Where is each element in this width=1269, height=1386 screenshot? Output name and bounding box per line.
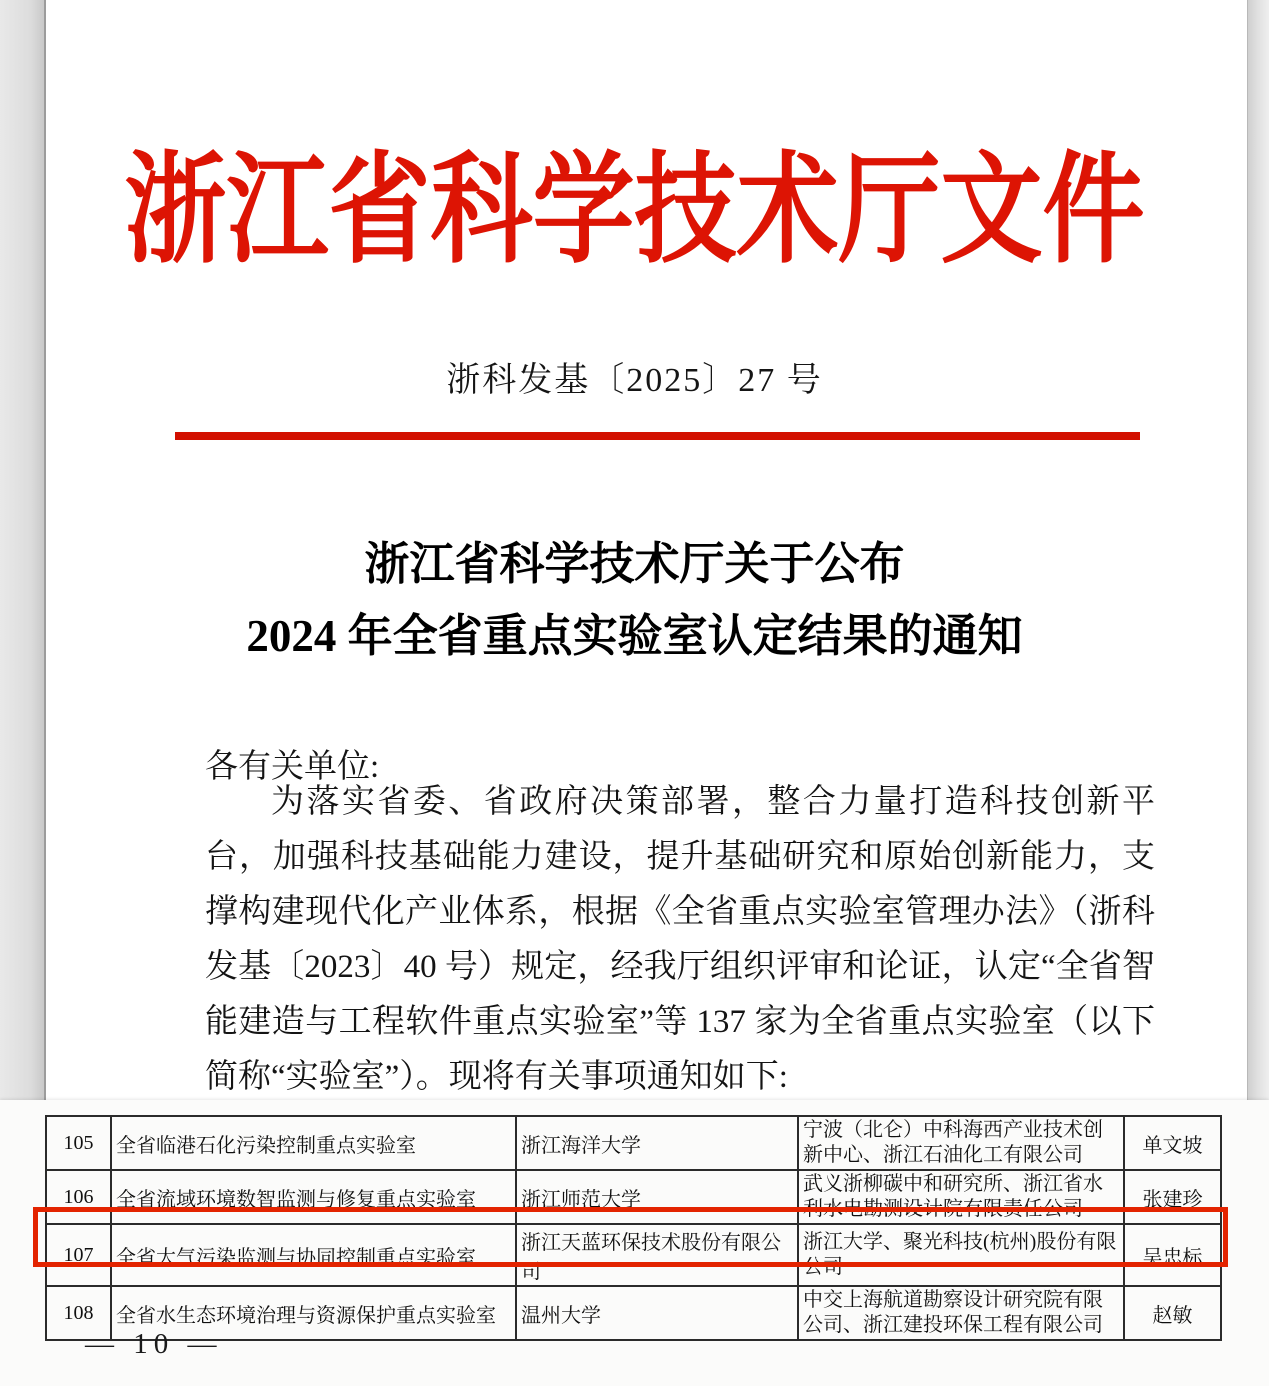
director-cell: 吴忠标 [1124,1224,1221,1286]
host-org-cell: 温州大学 [516,1286,798,1340]
director-cell: 张建珍 [1124,1170,1221,1224]
notice-body-paragraph: 为落实省委、省政府决策部署，整合力量打造科技创新平台，加强科技基础能力建设，提升基础研究和原始创新能力，支撑构建现代化产业体系，根据《全省重点实验室管理办法》（浙科发基〔2023〕40 号）规定，经我厅组织评审和论证，认定“全省智能建造与工程软件重点实验室”等 137 家为全省重点实验室（以下简称“实验室”）。现将有关事项通知如下: [205,784,1155,1095]
host-org-cell: 浙江师范大学 [516,1170,798,1224]
director-cell: 赵敏 [1124,1286,1221,1340]
lab-name-cell: 全省大气污染监测与协同控制重点实验室 [111,1224,516,1286]
row-number-cell: 107 [46,1224,111,1286]
lab-name-cell: 全省流域环境数智监测与修复重点实验室 [111,1170,516,1224]
page-number: — 10 — [85,1328,223,1360]
lab-name-cell: 全省水生态环境治理与资源保护重点实验室 [111,1286,516,1340]
row-number-cell: 106 [46,1170,111,1224]
row-107-highlight-box [33,1207,1228,1267]
host-org-cell: 浙江海洋大学 [516,1116,798,1170]
notice-title-line2: 2024 年全省重点实验室认定结果的通知 [246,611,1023,661]
notice-title [0,528,1269,672]
letterhead-title: 浙江省科学技术厅文件 [124,144,1145,277]
partners-cell: 浙江大学、聚光科技(杭州)股份有限公司 [798,1224,1124,1286]
partners-cell: 宁波（北仑）中科海西产业技术创新中心、浙江石油化工有限公司 [798,1116,1124,1170]
salutation: 各有关单位: [205,749,380,785]
partners-cell: 武义浙柳碳中和研究所、浙江省水利水电勘测设计院有限责任公司 [798,1170,1124,1224]
lab-name-cell: 全省临港石化污染控制重点实验室 [111,1116,516,1170]
notice-title-line1: 浙江省科学技术厅关于公布 [364,539,905,589]
letterhead-red-rule [175,432,1140,440]
host-org-cell: 浙江天蓝环保技术股份有限公司 [516,1224,798,1286]
results-table-section [0,1100,1269,1386]
table-row [46,1116,1221,1170]
row-number-cell: 108 [46,1286,111,1340]
partners-cell: 中交上海航道勘察设计研究院有限公司、浙江建投环保工程有限公司 [798,1286,1124,1340]
document-number: 浙科发基〔2025〕27 号 [446,362,823,399]
director-cell: 单文坡 [1124,1116,1221,1170]
row-number-cell: 105 [46,1116,111,1170]
